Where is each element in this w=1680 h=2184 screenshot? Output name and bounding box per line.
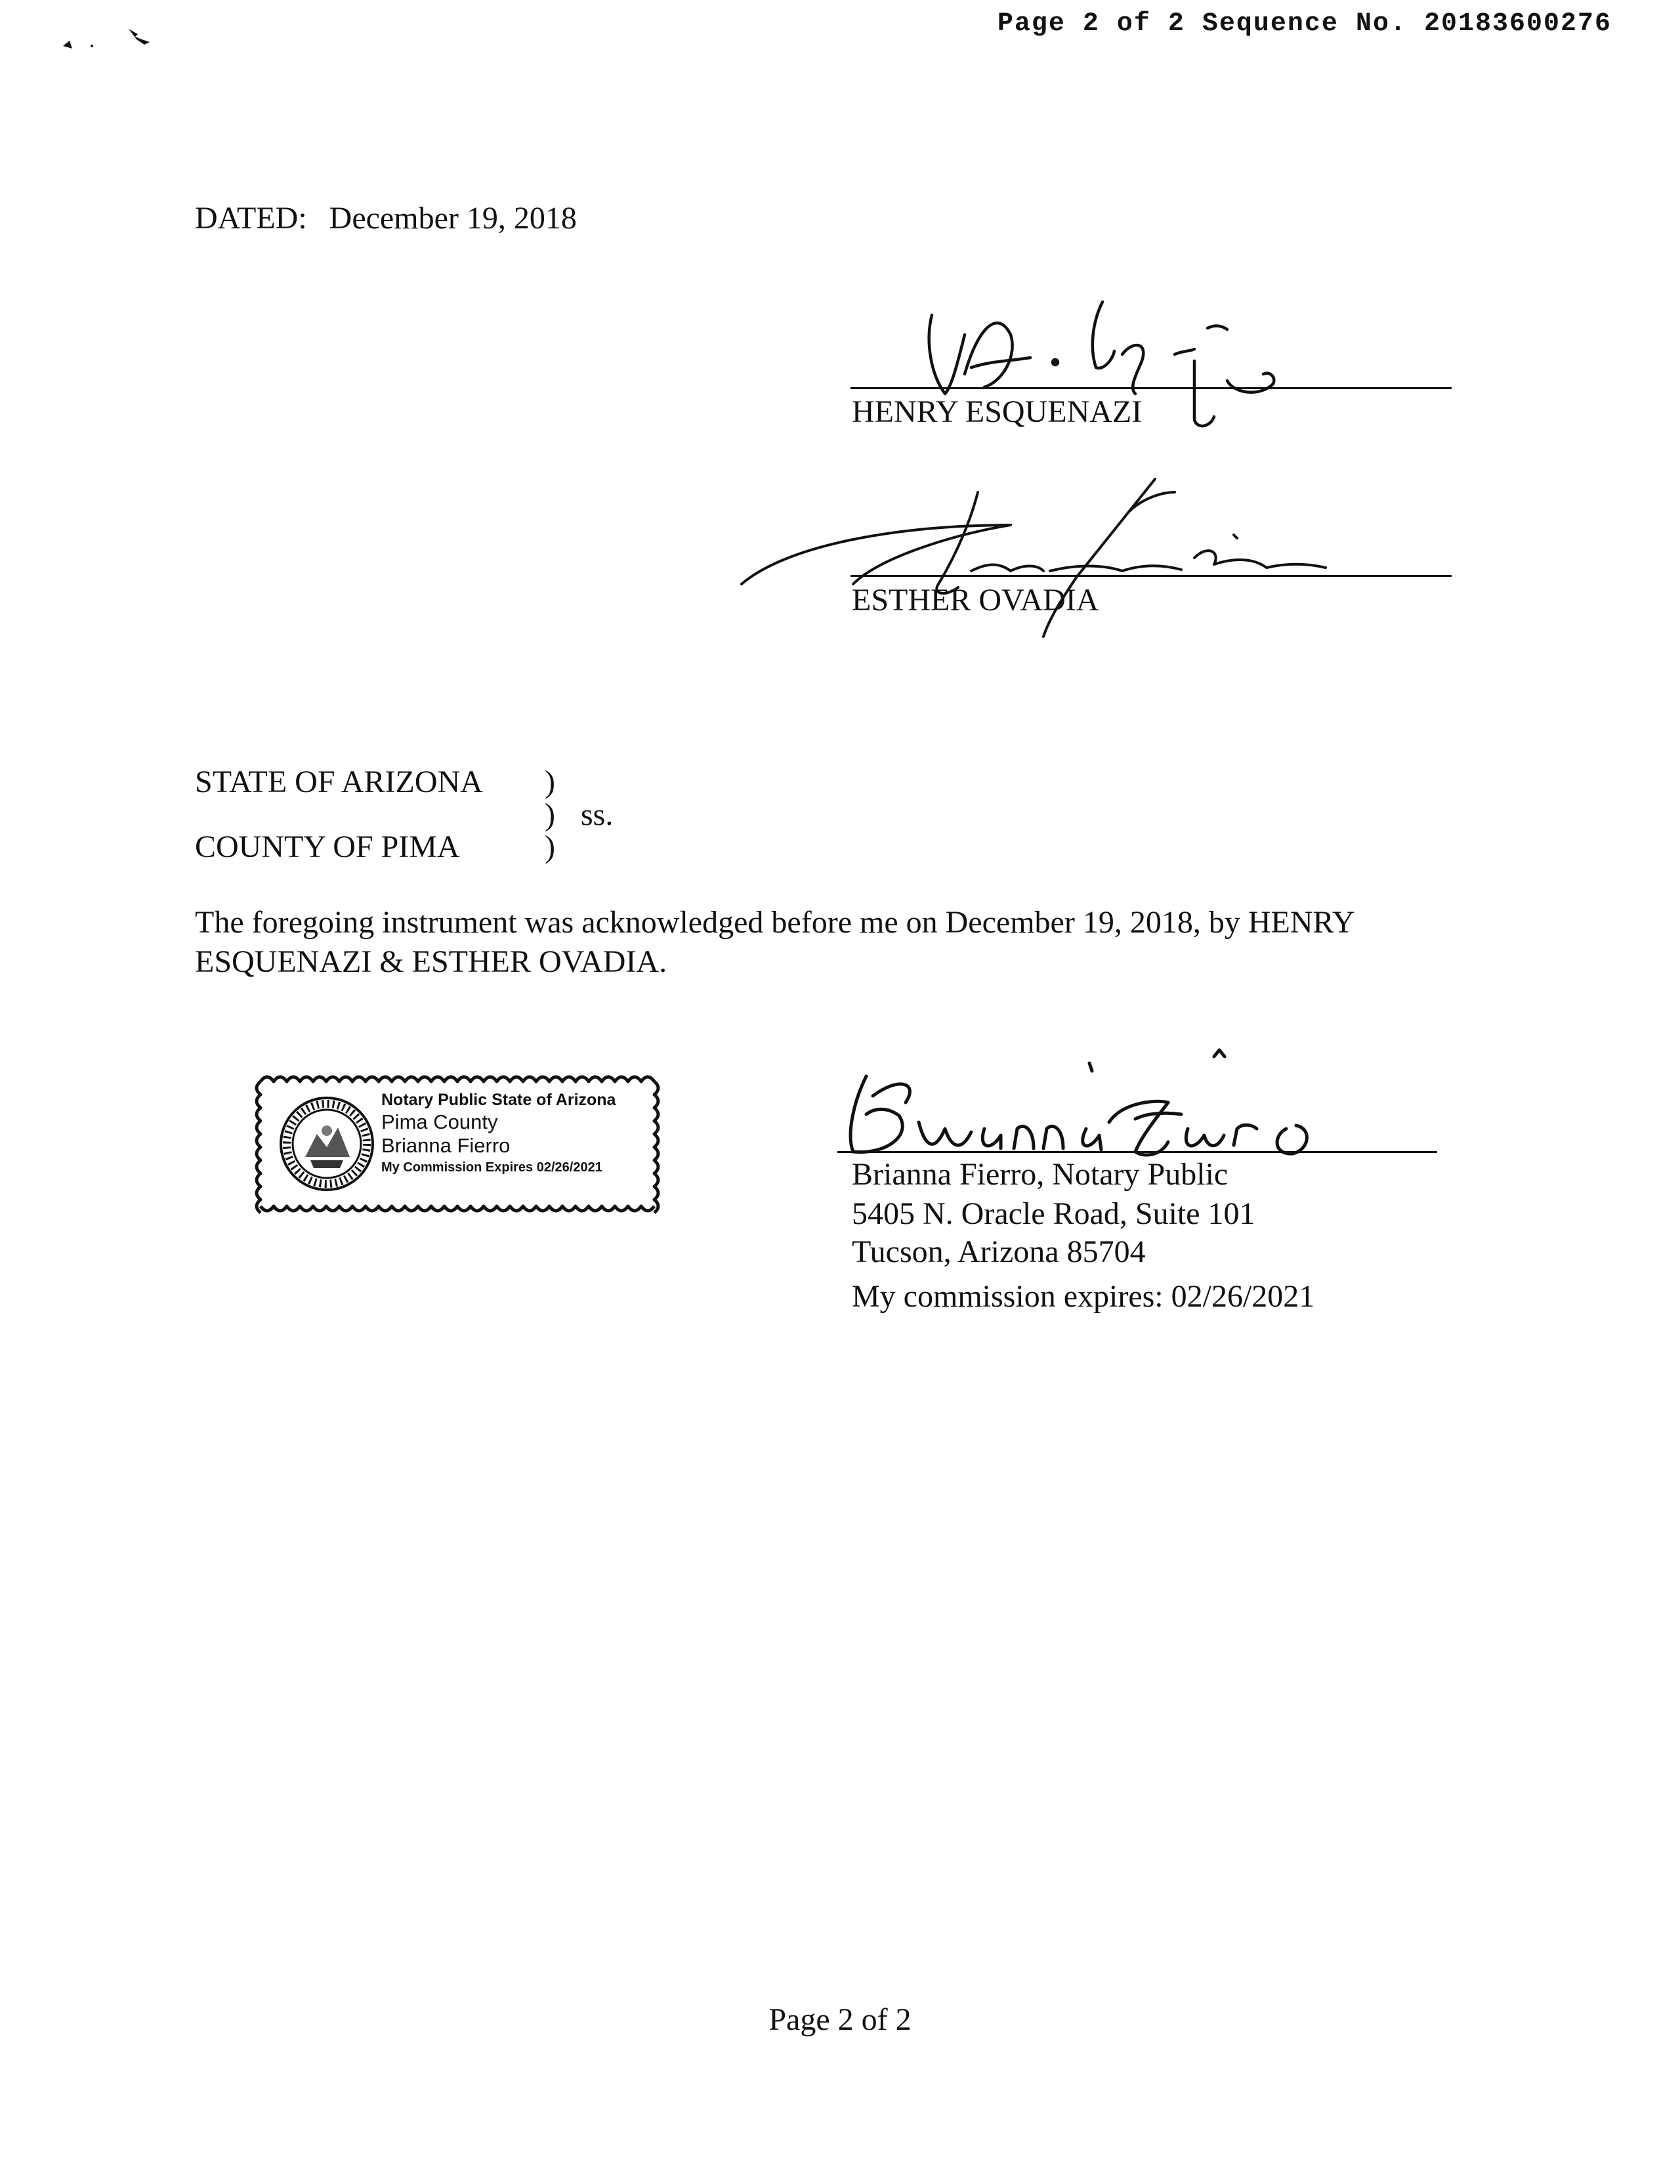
seal-line-name: Brianna Fierro [381, 1134, 511, 1157]
notary-city-state-zip: Tucson, Arizona 85704 [852, 1234, 1146, 1269]
ss-label: ss. [581, 797, 614, 832]
scan-artifact-marks [58, 20, 169, 59]
esther-name-label: ESTHER OVADIA [852, 583, 1099, 618]
esther-signature-line [850, 575, 1452, 577]
notary-address: 5405 N. Oracle Road, Suite 101 [852, 1196, 1255, 1231]
notary-signature-line [837, 1151, 1437, 1153]
venue-paren: ) [545, 765, 555, 799]
footer-page-number: Page 2 of 2 [768, 2002, 912, 2037]
notary-signature-image [827, 1037, 1391, 1168]
venue-paren: ) [545, 830, 555, 864]
seal-line-title: Notary Public State of Arizona [381, 1091, 616, 1109]
henry-signature-line [850, 387, 1452, 389]
arizona-state-seal-emblem [278, 1095, 376, 1193]
sequence-header: Page 2 of 2 Sequence No. 20183600276 [997, 9, 1612, 39]
henry-name-label: HENRY ESQUENAZI [852, 394, 1143, 429]
dated-label: DATED: [195, 201, 307, 236]
county-label: COUNTY OF PIMA [195, 830, 460, 864]
venue-paren: ) [545, 797, 555, 832]
notary-name-title: Brianna Fierro, Notary Public [852, 1157, 1228, 1192]
seal-line-expiry: My Commission Expires 02/26/2021 [381, 1160, 602, 1175]
notary-seal-stamp [251, 1068, 671, 1219]
dated-line [195, 200, 577, 237]
seal-line-county: Pima County [381, 1110, 498, 1133]
acknowledgment-paragraph: The foregoing instrument was acknowledged before me on December 19, 2018, by HENRY ESQUENAZI & ESTHER OVADIA. [195, 905, 1354, 979]
dated-date: December 19, 2018 [329, 201, 577, 236]
seal-text-block [381, 1089, 657, 1177]
notary-commission-expiry: My commission expires: 02/26/2021 [852, 1279, 1315, 1314]
state-label: STATE OF ARIZONA [195, 765, 483, 799]
